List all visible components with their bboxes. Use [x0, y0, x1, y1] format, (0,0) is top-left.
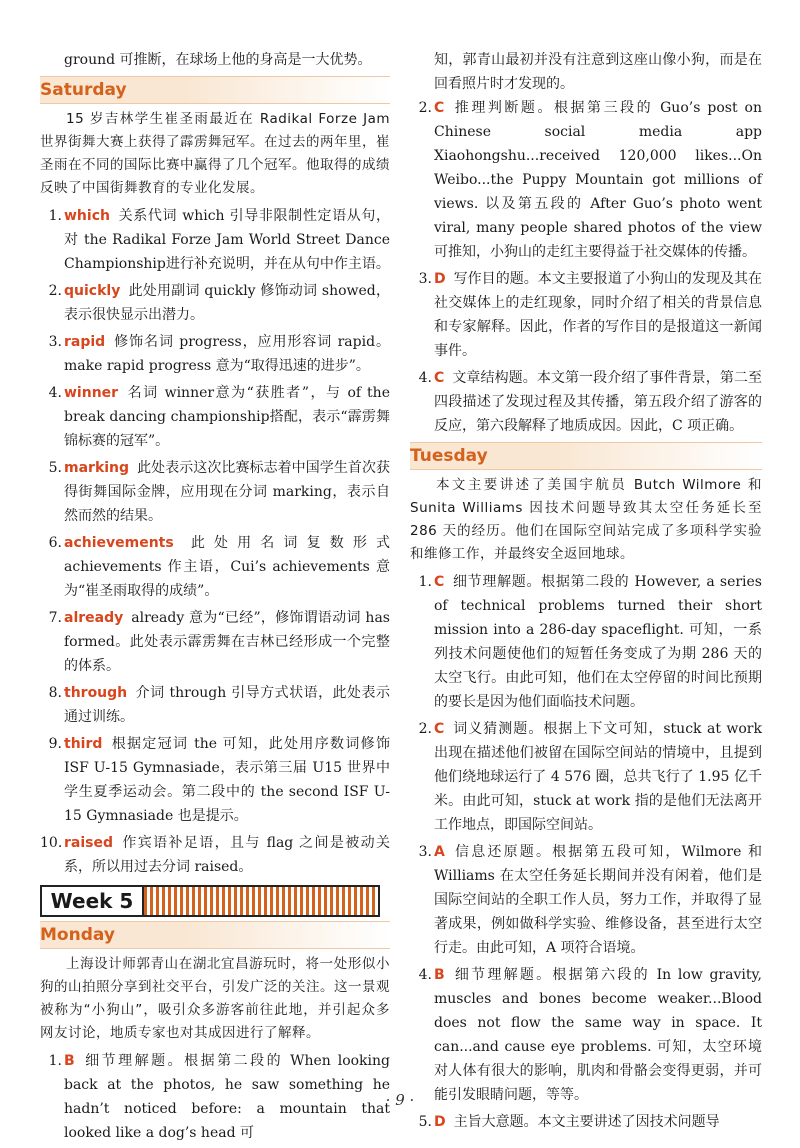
- answer-item-number: 1.: [418, 574, 432, 590]
- answer-item: [40, 381, 390, 453]
- answer-item-number: 2.: [418, 721, 432, 737]
- answer-item-number: 3.: [418, 844, 432, 860]
- answer-item: [40, 279, 390, 327]
- monday-heading: Monday: [40, 921, 390, 949]
- monday-item-1-continuation: 知，郭青山最初并没有注意到这座山像小狗，而是在回看照片时才发现的。: [434, 52, 762, 92]
- answer-item-number: 1.: [48, 1053, 62, 1069]
- tuesday-answer-list: [410, 570, 762, 1134]
- answer-explanation: 介词 through 引导方式状语，此处表示通过训练。: [64, 685, 390, 725]
- answer-explanation: 推理判断题。根据第三段的 Guo’s post on Chinese social media app Xiaohongshu...received 120,000 likes...On Weibo...the Puppy Mountain got millions of views. 以及第五段的 After Guo’s photo went viral, many people shared photos of the view 可推知，小狗山的走红主要得益于社交媒体的传播。: [434, 100, 762, 260]
- answer-item: [40, 531, 390, 603]
- monday-answer-list-continued: [410, 96, 762, 438]
- answer-item-number: 8.: [48, 685, 62, 701]
- answer-key: achievements: [64, 535, 174, 551]
- saturday-answer-list: [40, 204, 390, 879]
- right-column: [410, 48, 762, 1137]
- answer-explanation: 此处用名词复数形式 achievements 作主语，Cui’s achievements 意为“崔圣雨取得的成绩”。: [64, 535, 390, 599]
- answer-explanation: 名词 winner意为“获胜者”，与 of the break dancing championship搭配，表示“霹雳舞锦标赛的冠军”。: [64, 385, 390, 449]
- saturday-summary: 15 岁吉林学生崔圣雨最近在 Radikal Forze Jam 世界街舞大赛上获得了霹雳舞冠军。在过去的两年里，崔圣雨在不同的国际比赛中赢得了几个冠军。他取得的成绩反映了中国街舞教育的专业化发展。: [40, 111, 390, 196]
- week-banner: [40, 885, 380, 915]
- answer-item-number: 7.: [48, 610, 62, 626]
- answer-explanation: 文章结构题。本文第一段介绍了事件背景，第二至四段描述了发现过程及其传播，第五段介绍了游客的反应，第六段解释了地质成因。因此，C 项正确。: [434, 370, 762, 434]
- answer-explanation: already 意为“已经”，修饰谓语动词 has formed。此处表示霹雳舞在吉林已经形成一个完整的体系。: [64, 610, 390, 674]
- answer-item-number: 2.: [48, 283, 62, 299]
- answer-key: C: [434, 100, 445, 116]
- answer-item: [40, 330, 390, 378]
- monday-summary: 上海设计师郭青山在湖北宜昌游玩时，将一处形似小狗的山拍照分享到社交平台，引发广泛的关注。这一景观被称为“小狗山”，吸引众多游客前往此地，并引起众多网友讨论，地质专家也对其成因进行了解释。: [40, 956, 390, 1041]
- answer-explanation: 关系代词 which 引导非限制性定语从句，对 the Radikal Forze Jam World Street Dance Championship进行补充说明，并在从句中作主语。: [64, 208, 390, 272]
- answer-explanation: 主旨大意题。本文主要讲述了因技术问题导: [453, 1114, 720, 1130]
- answer-key: C: [434, 370, 445, 386]
- answer-key: third: [64, 736, 103, 752]
- answer-item: [40, 732, 390, 828]
- answer-key: B: [434, 967, 445, 983]
- answer-item: [410, 570, 762, 714]
- answer-item: [40, 681, 390, 729]
- answer-key: quickly: [64, 283, 121, 299]
- answer-item-number: 1.: [48, 208, 62, 224]
- answer-key: already: [64, 610, 124, 626]
- answer-key: A: [434, 844, 445, 860]
- answer-item-number: 9.: [48, 736, 62, 752]
- answer-item-number: 4.: [418, 370, 432, 386]
- answer-item-number: 10.: [40, 835, 63, 851]
- answer-item: [40, 831, 390, 879]
- answer-explanation: 此处用副词 quickly 修饰动词 showed，表示很快显示出潜力。: [64, 283, 390, 323]
- left-column: [40, 48, 390, 1148]
- answer-explanation: 词义猜测题。根据上下文可知，stuck at work 出现在描述他们被留在国际空间站的情境中，且提到他们绕地球运行了 4 576 圈，总共飞行了 1.95 亿千米。由此可知，stuck at work 指的是他们无法离开工作地点，即国际空间站。: [434, 721, 762, 833]
- answer-key: B: [64, 1053, 75, 1069]
- answer-key: C: [434, 574, 445, 590]
- answer-item-number: 4.: [48, 385, 62, 401]
- week-banner-stripes: [144, 885, 380, 917]
- answer-item: [410, 96, 762, 264]
- tuesday-summary: 本文主要讲述了美国宇航员 Butch Wilmore 和 Sunita Williams 因技术问题导致其太空任务延长至 286 天的经历。他们在国际空间站完成了多项科学实验和维修工作，并最终安全返回地球。: [410, 477, 762, 562]
- answer-key: C: [434, 721, 445, 737]
- page-number-value: 9: [395, 1091, 405, 1109]
- answer-item: [40, 456, 390, 528]
- answer-key: through: [64, 685, 128, 701]
- answer-item: [40, 204, 390, 276]
- answer-item: [40, 606, 390, 678]
- answer-item-number: 4.: [418, 967, 432, 983]
- answer-explanation: 修饰名词 progress，应用形容词 rapid。make rapid progress 意为“取得迅速的进步”。: [64, 334, 390, 374]
- answer-explanation: 细节理解题。根据第二段的 However, a series of technical problems turned their short mission into a 286-day spaceflight. 可知，一系列技术问题使他们的短暂任务变成了为期 286 天的太空飞行。由此可知，他们在太空停留的时间比预期的要长是因为他们面临技术问题。: [434, 574, 762, 710]
- top-continuation-line: ground 可推断，在球场上他的身高是一大优势。: [64, 52, 372, 68]
- answer-explanation: 此处表示这次比赛标志着中国学生首次获得街舞国际金牌，应用现在分词 marking，表示自然而然的结果。: [64, 460, 390, 524]
- answer-key: raised: [64, 835, 113, 851]
- answer-item: [410, 366, 762, 438]
- page-number: · 9 ·: [385, 1091, 415, 1109]
- week-label: Week 5: [40, 885, 144, 917]
- answer-item-number: 3.: [48, 334, 62, 350]
- answer-key: which: [64, 208, 110, 224]
- answer-explanation: 作宾语补足语，且与 flag 之间是被动关系，所以用过去分词 raised。: [64, 835, 390, 875]
- answer-explanation: 细节理解题。根据第二段的 When looking back at the photos, he saw something he hadn’t noticed before: a mountain that looked like a dog’s head 可: [64, 1053, 390, 1141]
- saturday-heading: Saturday: [40, 76, 390, 104]
- answer-item: [410, 1110, 762, 1134]
- answer-item: [410, 717, 762, 837]
- answer-item: [410, 267, 762, 363]
- answer-item-number: 2.: [418, 100, 432, 116]
- answer-explanation: 细节理解题。根据第六段的 In low gravity, muscles and bones become weaker...Blood does not flow the same way in space. It can...and cause eye problems. 可知，太空环境对人体有很大的影响，肌肉和骨骼会变得更弱，并可能引发眼睛问题，等等。: [434, 967, 762, 1103]
- answer-item-number: 6.: [48, 535, 62, 551]
- answer-key: marking: [64, 460, 130, 476]
- answer-key: D: [434, 271, 446, 287]
- answer-item-number: 3.: [418, 271, 432, 287]
- answer-item: [410, 963, 762, 1107]
- answer-explanation: 根据定冠词 the 可知，此处用序数词修饰 ISF U-15 Gymnasiade，表示第三届 U15 世界中学生夏季运动会。第二段中的 the second ISF U-15 Gymnasiade 也是提示。: [64, 736, 390, 824]
- answer-key: rapid: [64, 334, 106, 350]
- answer-explanation: 写作目的题。本文主要报道了小狗山的发现及其在社交媒体上的走红现象，同时介绍了相关的背景信息和专家解释。因此，作者的写作目的是报道这一新闻事件。: [434, 271, 762, 359]
- answer-item-number: 5.: [48, 460, 62, 476]
- answer-key: D: [434, 1114, 446, 1130]
- answer-key: winner: [64, 385, 119, 401]
- tuesday-heading: Tuesday: [410, 442, 762, 470]
- answer-item: [410, 840, 762, 960]
- answer-explanation: 信息还原题。根据第五段可知，Wilmore 和 Williams 在太空任务延长期间并没有闲着，他们是国际空间站的全职工作人员，努力工作，并取得了显著成果，例如做科学实验、维修设备，甚至进行太空行走。由此可知，A 项符合语境。: [434, 844, 762, 956]
- answer-item-number: 5.: [418, 1114, 432, 1130]
